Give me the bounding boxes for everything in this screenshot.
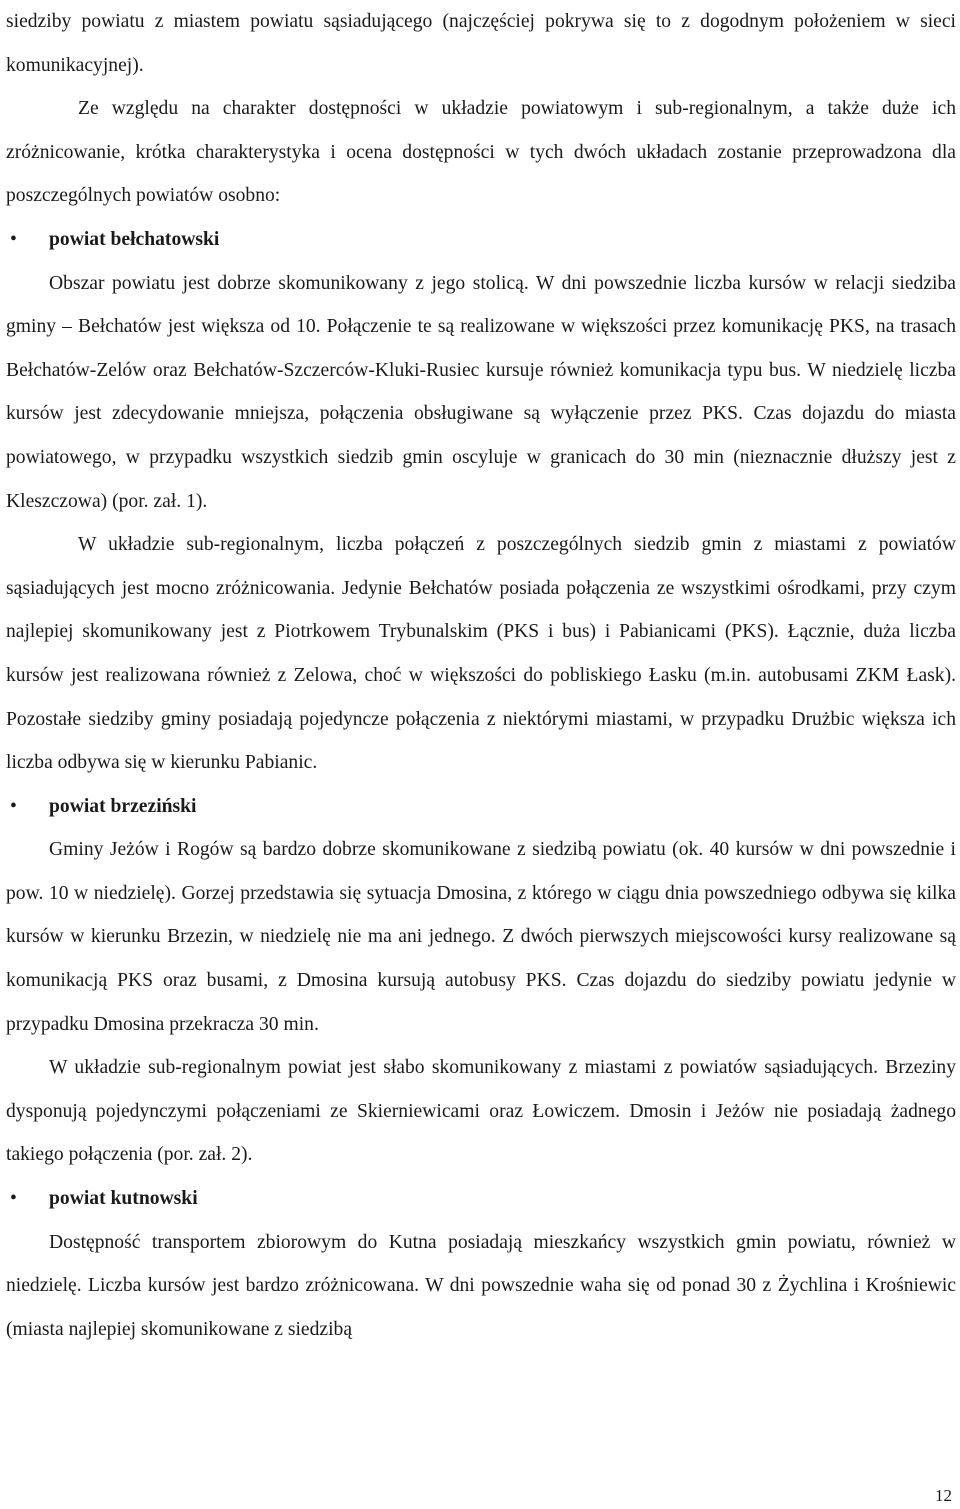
paragraph-intro: Ze względu na charakter dostępności w układzie powiatowym i sub-regionalnym, a także duże ich zróżnicowanie, krótka charakterystyka i ocena dostępności w tych dwóch układach zostanie przeprowadzona dla poszczególnych powiatów osobno: — [6, 98, 956, 207]
section-heading-label: powiat brzeziński — [49, 795, 197, 817]
document-page — [6, 0, 956, 1351]
bullet-icon: • — [10, 228, 17, 250]
bullet-icon: • — [10, 795, 17, 817]
section-heading-label: powiat bełchatowski — [49, 228, 220, 250]
paragraph-belchatowski-1: Obszar powiatu jest dobrze skomunikowany z jego stolicą. W dni powszednie liczba kursów w relacji siedziba gminy – Bełchatów jest większa od 10. Połączenie te są realizowane w większości przez komunikację PKS, na trasach Bełchatów-Zelów oraz Bełchatów-Szczerców-Kluki-Rusiec kursuje również komunikacja typu bus. W niedzielę liczba kursów jest zdecydowanie mniejsza, połączenia obsługiwane są wyłączenie przez PKS. Czas dojazdu do miasta powiatowego, w przypadku wszystkich siedzib gmin oscyluje w granicach do 30 min (nieznacznie dłuższy jest z Kleszczowa) (por. zał. 1). — [6, 272, 956, 512]
paragraph-kutnowski-1: Dostępność transportem zbiorowym do Kutna posiadają mieszkańcy wszystkich gmin powiatu, również w niedzielę. Liczba kursów jest bardzo zróżnicowana. W dni powszednie waha się od ponad 30 z Żychlina i Krośniewic (miasta najlepiej skomunikowane z siedzibą — [6, 1231, 956, 1340]
section-heading-belchatowski — [6, 218, 956, 262]
section-heading-label: powiat kutnowski — [49, 1188, 198, 1210]
paragraph-belchatowski-2: W układzie sub-regionalnym, liczba połączeń z poszczególnych siedzib gmin z miastami z powiatów sąsiadujących jest mocno zróżnicowania. Jedynie Bełchatów posiada połączenia ze wszystkimi ośrodkami, przy czym najlepiej skomunikowany jest z Piotrkowem Trybunalskim (PKS i bus) i Pabianicami (PKS). Łącznie, duża liczba kursów jest realizowana również z Zelowa, choć w większości do pobliskiego Łasku (m.in. autobusami ZKM Łask). Pozostałe siedziby gminy posiadają pojedyncze połączenia z niektórymi miastami, w przypadku Drużbic większa ich liczba odbywa się w kierunku Pabianic. — [6, 534, 956, 774]
page-number: 12 — [935, 1486, 952, 1505]
paragraph-continuation: siedziby powiatu z miastem powiatu sąsiadującego (najczęściej pokrywa się to z dogodnym położeniem w sieci komunikacyjnej). — [6, 11, 956, 76]
section-heading-kutnowski — [6, 1177, 956, 1221]
section-heading-brzezinski — [6, 785, 956, 829]
paragraph-brzezinski-1: Gminy Jeżów i Rogów są bardzo dobrze skomunikowane z siedzibą powiatu (ok. 40 kursów w dni powszednie i pow. 10 w niedzielę). Gorzej przedstawia się sytuacja Dmosina, z którego w ciągu dnia powszedniego odbywa się kilka kursów w kierunku Brzezin, w niedzielę nie ma ani jednego. Z dwóch pierwszych miejscowości kursy realizowane są komunikacją PKS oraz busami, z Dmosina kursują autobusy PKS. Czas dojazdu do siedziby powiatu jedynie w przypadku Dmosina przekracza 30 min. — [6, 839, 956, 1035]
paragraph-brzezinski-2: W układzie sub-regionalnym powiat jest słabo skomunikowany z miastami z powiatów sąsiadujących. Brzeziny dysponują pojedynczymi połączeniami ze Skierniewicami oraz Łowiczem. Dmosin i Jeżów nie posiadają żadnego takiego połączenia (por. zał. 2). — [6, 1057, 956, 1166]
bullet-icon: • — [10, 1188, 17, 1210]
